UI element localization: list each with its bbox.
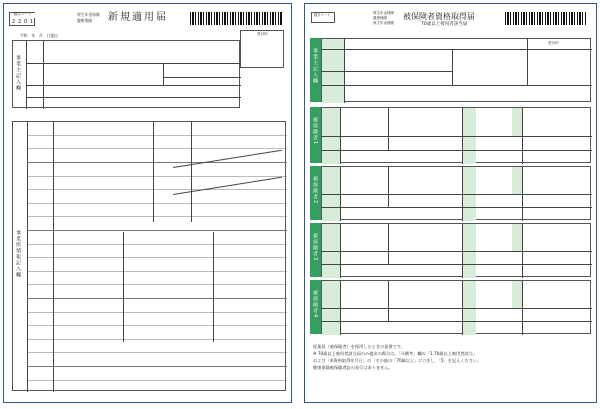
insured-label-1: 被保険者1 <box>312 117 318 146</box>
form-subtitle: 70歳以上被用者該当届 <box>421 22 468 27</box>
barcode <box>505 12 587 25</box>
insured-label-2: 被保険者2 <box>312 176 318 205</box>
owner-block <box>321 38 591 102</box>
form-code-digit: 2 <box>18 19 22 25</box>
form-code-digit: 0 <box>24 19 28 25</box>
barcode <box>190 12 282 25</box>
new-application-form <box>3 3 292 403</box>
submission-date: 令和 年 月 日提出 <box>20 33 58 38</box>
note-line: および「⑤資格取得年月日」の「その他の「70歳以上」に○をし、「5」を記入ください。 <box>313 358 482 363</box>
owner-section-label: 事業主記入欄 <box>15 55 21 91</box>
note-line: 健康保険被保険者証の発行はありません。 <box>313 365 393 370</box>
note-line: 従業員（被保険者）を採用したときの届書です。 <box>313 344 405 349</box>
receipt-stamp-label: 受付印 <box>257 32 268 36</box>
form-title: 新規適用届 <box>108 12 168 23</box>
form-code-box <box>311 12 335 23</box>
office-section-label: 事業所情報記入欄 <box>15 230 21 278</box>
org-label-top: 厚生年金保険 <box>373 11 394 15</box>
form-code-box <box>9 12 35 26</box>
insured-label-3: 被保険者3 <box>312 233 318 262</box>
qualification-acquisition-form <box>304 3 597 403</box>
owner-section-label: 事業主記入欄 <box>312 48 318 84</box>
owner-section <box>12 40 240 108</box>
insured-block-1 <box>321 107 591 163</box>
org-label-bottom: 健康保険 <box>373 16 387 20</box>
org-label-bottom: 健康保険 <box>77 18 93 23</box>
form-code-label: 様式コード <box>314 13 330 17</box>
note-line: ※ 70歳以上被用者該当届のみ提出の場合は、「⑭備考」欄の「1.70歳以上被用者該当」 <box>313 351 477 356</box>
form-code-digit: 2 <box>12 19 16 25</box>
insured-block-2 <box>321 166 591 220</box>
org-label-top: 厚生年金保険 <box>77 12 100 17</box>
insured-label-4: 被保険者4 <box>312 290 318 319</box>
form-code-digit: 1 <box>30 19 34 25</box>
org-label-third: 厚生年金保険 <box>373 21 394 25</box>
insured-block-3 <box>321 223 591 277</box>
office-section <box>12 121 286 391</box>
receipt-stamp-label: 受付印 <box>548 41 559 45</box>
form-title: 被保険者資格取得届 <box>403 12 475 21</box>
insured-block-4 <box>321 280 591 334</box>
office-rows <box>27 122 287 392</box>
form-code-label: 様式コード <box>10 13 35 18</box>
receipt-stamp-box <box>240 30 284 68</box>
